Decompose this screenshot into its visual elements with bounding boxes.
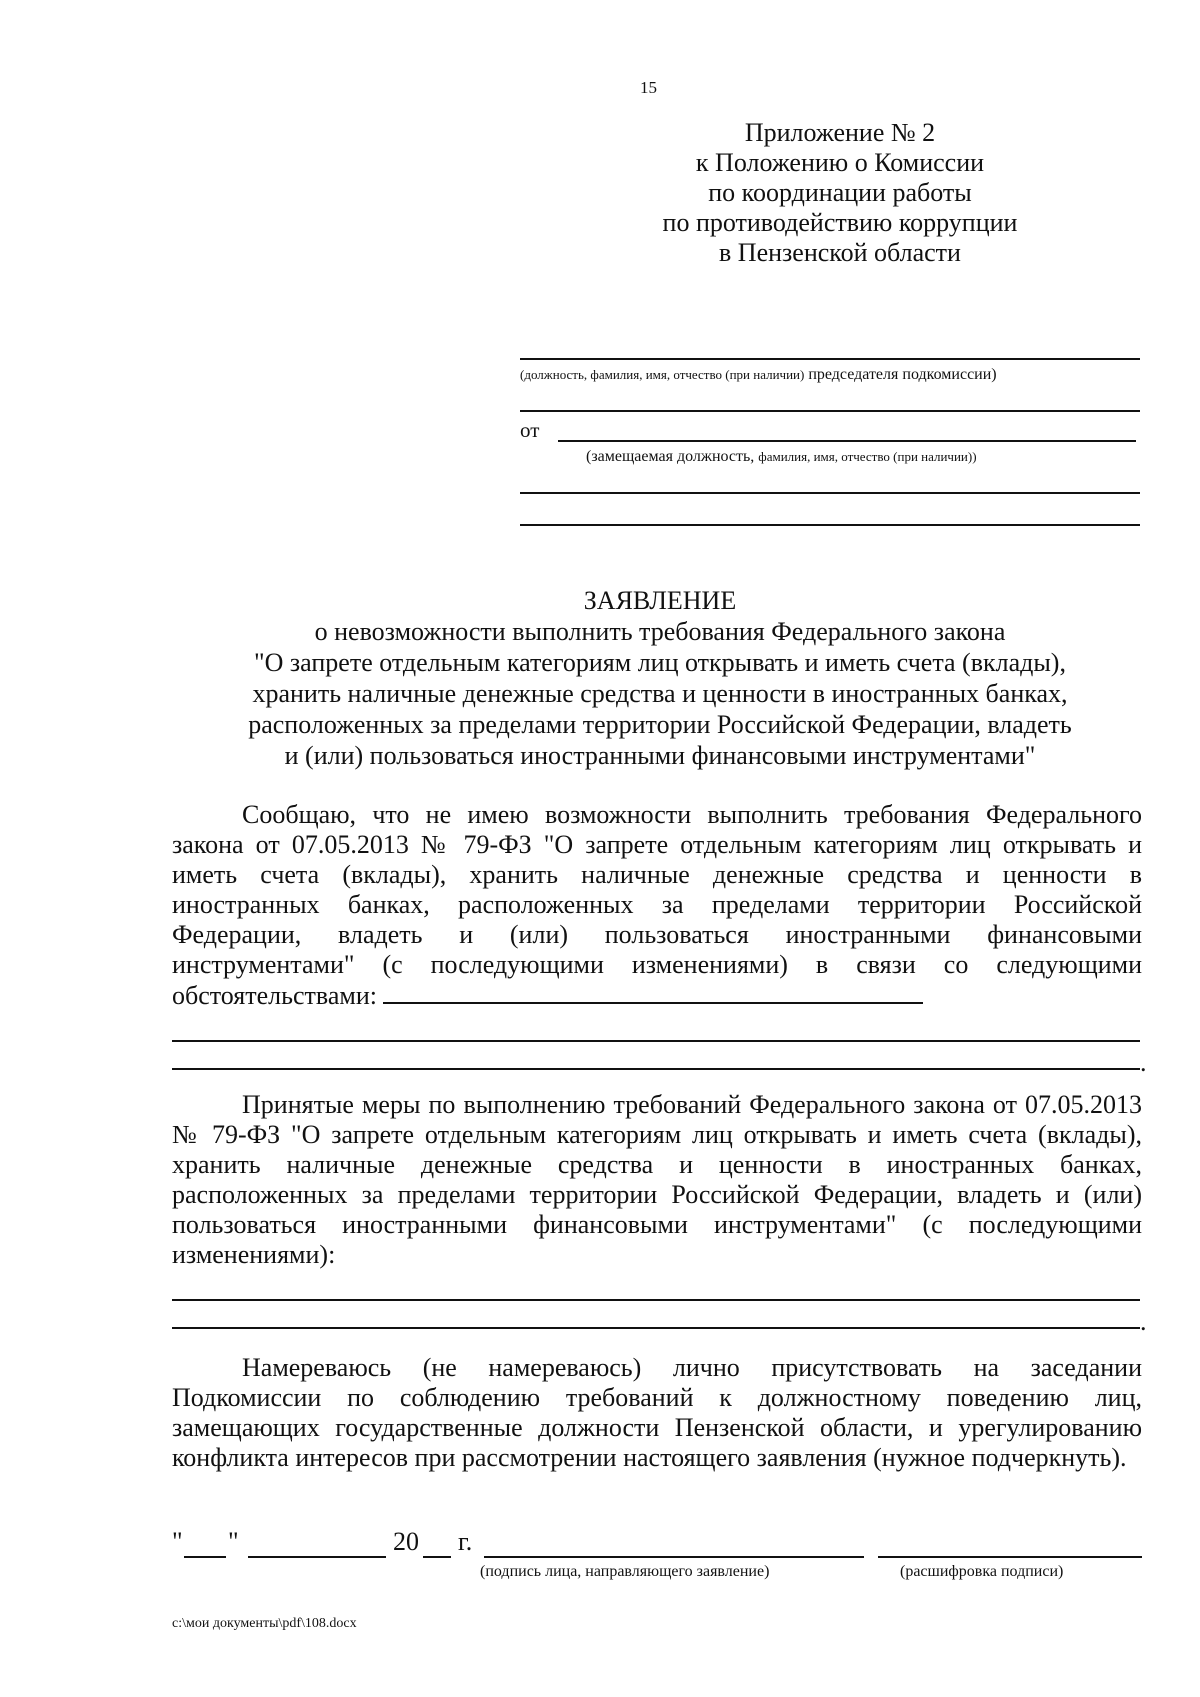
subtitle-line: и (или) пользоваться иностранными финансовыми инструментами" <box>284 741 1036 770</box>
date-year-field[interactable] <box>423 1556 451 1558</box>
date-quote-open: " <box>172 1527 183 1556</box>
from-line-2 <box>520 492 1140 494</box>
appendix-line: в Пензенской области <box>719 238 961 267</box>
fill-line[interactable] <box>172 1327 1140 1329</box>
subtitle-line: "О запрете отдельным категориям лиц открывать и иметь счета (вклады), <box>254 648 1066 677</box>
date-year-prefix: 20 <box>393 1527 419 1556</box>
addressee-caption-small: (должность, фамилия, имя, отчество (при наличии) <box>520 367 805 382</box>
from-caption <box>586 448 977 466</box>
paragraph-1-text: Сообщаю, что не имею возможности выполнить требования Федерального закона от 07.05.2013 № 79-ФЗ "О запрете отдельным категориям лиц открывать и иметь счета (вклады), хранить наличные денежные средства и ценности в иностранных банках, расположенных за пределами территории Российской Федерации, владеть и (или) пользоваться иностранными финансовыми инструментами" (с последующими изменениями) в связи со следующими обстоятельствами: <box>172 800 1142 1010</box>
from-line <box>558 440 1136 442</box>
line-end-dot: . <box>1140 1307 1147 1336</box>
signature-caption: (подпись лица, направляющего заявление) <box>480 1563 770 1580</box>
title: ЗАЯВЛЕНИЕ <box>583 586 737 615</box>
fill-line[interactable] <box>172 1068 1140 1070</box>
page-number: 15 <box>640 78 657 97</box>
date-suffix: г. <box>458 1527 473 1556</box>
addressee-caption-main: председателя подкомиссии) <box>808 366 997 383</box>
line-end-dot: . <box>1140 1048 1147 1077</box>
paragraph-2-text: Принятые меры по выполнению требований Федерального закона от 07.05.2013 № 79-ФЗ "О запрете отдельным категориям лиц открывать и иметь счета (вклады), хранить наличные денежные средства и ценности в иностранных банках, расположенных за пределами территории Российской Федерации, владеть и (или) пользоваться иностранными финансовыми инструментами" (с последующими изменениями): <box>172 1090 1142 1269</box>
subtitle-line: о невозможности выполнить требования Федерального закона <box>314 617 1006 646</box>
appendix-line: Приложение № 2 <box>744 118 936 147</box>
addressee-caption <box>520 366 997 384</box>
from-caption-small: фамилия, имя, отчество (при наличии)) <box>758 449 977 464</box>
signature-field[interactable] <box>484 1556 864 1558</box>
subtitle-line: хранить наличные денежные средства и ценности в иностранных банках, <box>252 679 1068 708</box>
appendix-line: по противодействию коррупции <box>662 208 1018 237</box>
document-title <box>170 585 1150 771</box>
fill-line[interactable] <box>172 1299 1140 1301</box>
paragraph-1 <box>172 800 1142 1011</box>
decryption-field[interactable] <box>878 1556 1142 1558</box>
appendix-line: к Положению о Комиссии <box>695 148 985 177</box>
appendix-header <box>620 118 1060 268</box>
paragraph-3 <box>172 1353 1142 1473</box>
from-line-3 <box>520 524 1140 526</box>
fill-line[interactable] <box>383 980 923 1004</box>
from-caption-main: (замещаемая должность, <box>586 448 755 465</box>
addressee-line-2 <box>520 410 1140 412</box>
date-month-field[interactable] <box>248 1556 386 1558</box>
paragraph-3-text: Намереваюсь (не намереваюсь) лично присутствовать на заседании Подкомиссии по соблюдению требований к должностному поведению лиц, замещающих государственные должности Пензенской области, и урегулированию конфликта интересов при рассмотрении настоящего заявления (нужное подчеркнуть). <box>172 1353 1142 1472</box>
addressee-line <box>520 358 1140 360</box>
fill-line[interactable] <box>172 1040 1140 1042</box>
paragraph-2 <box>172 1090 1142 1270</box>
footer-file-path: c:\мои документы\pdf\108.docx <box>172 1616 357 1631</box>
date-quote-close: " <box>228 1527 239 1556</box>
decryption-caption: (расшифровка подписи) <box>900 1563 1064 1580</box>
from-label: от <box>520 418 540 442</box>
appendix-line: по координации работы <box>708 178 972 207</box>
subtitle-line: расположенных за пределами территории Российской Федерации, владеть <box>248 710 1072 739</box>
date-day-field[interactable] <box>184 1556 226 1558</box>
